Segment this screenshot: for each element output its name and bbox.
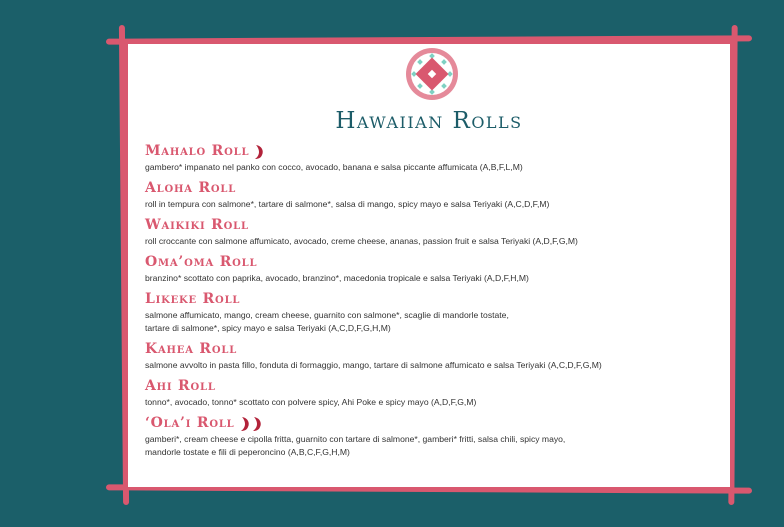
menu-item-name-text: Likeke Roll [145, 291, 241, 307]
menu-item-name [145, 217, 725, 234]
menu-item-description: tonno*, avocado, tonno* scottato con polvere spicy, Ahi Poke e spicy mayo (A,D,F,G,M) [145, 397, 477, 407]
menu-item-description: salmone avvolto in pasta fillo, fonduta di formaggio, mango, tartare di salmone affumicato e salsa Teriyaki (A,C,D,F,G,M) [145, 360, 602, 370]
menu-item [145, 143, 725, 173]
menu-item-name [145, 180, 725, 197]
menu-item-name [145, 378, 725, 395]
menu-item [145, 180, 725, 210]
menu-item-name-text: Ahi Roll [145, 378, 216, 394]
menu-item [145, 217, 725, 247]
menu-item-description: mandorle tostate e fili di peperoncino (A,B,C,F,G,H,M) [145, 447, 350, 457]
menu-item [145, 415, 725, 458]
spicy-indicator [239, 416, 263, 432]
menu-item-name-text: ‘Ola’i Roll [145, 415, 235, 431]
menu-item-description: gamberi*, cream cheese e cipolla fritta, guarnito con tartare di salmone*, gamberi* fritti, salsa chili, spicy mayo, [145, 434, 566, 444]
hawaiian-quilt-logo-icon [404, 46, 460, 102]
menu-item-description: tartare di salmone*, spicy mayo e salsa Teriyaki (A,C,D,F,G,H,M) [145, 323, 391, 333]
menu-item-name [145, 291, 725, 308]
menu-item-description: roll croccante con salmone affumicato, avocado, creme cheese, ananas, passion fruit e salsa Teriyaki (A,D,F,G,M) [145, 236, 578, 246]
menu-items-list [145, 143, 725, 465]
menu-item-name-text: Kahea Roll [145, 341, 238, 357]
menu-title: Hawaiian Rolls [335, 108, 523, 134]
chili-pepper-icon [251, 416, 263, 432]
chili-pepper-icon [239, 416, 251, 432]
menu-item-name [145, 415, 725, 432]
menu-item-name [145, 254, 725, 271]
menu-item-description: salmone affumicato, mango, cream cheese, guarnito con salmone*, scaglie di mandorle tostate, [145, 310, 509, 320]
menu-item-name [145, 143, 725, 160]
menu-item [145, 291, 725, 334]
menu-item-description: branzino* scottato con paprika, avocado, branzino*, macedonia tropicale e salsa Teriyaki (A,D,F,H,M) [145, 273, 529, 283]
menu-item-name-text: Oma’oma Roll [145, 254, 258, 270]
menu-item [145, 341, 725, 371]
menu-item-name [145, 341, 725, 358]
spicy-indicator [253, 144, 265, 160]
menu-item [145, 378, 725, 408]
chili-pepper-icon [253, 144, 265, 160]
menu-item-name-text: Waikiki Roll [145, 217, 249, 233]
menu-item-description: roll in tempura con salmone*, tartare di salmone*, salsa di mango, spicy mayo e salsa Teriyaki (A,C,D,F,M) [145, 199, 550, 209]
menu-item-description: gambero* impanato nel panko con cocco, avocado, banana e salsa piccante affumicata (A,B,F,L,M) [145, 162, 523, 172]
menu-item-name-text: Aloha Roll [145, 180, 237, 196]
menu-item [145, 254, 725, 284]
menu-item-name-text: Mahalo Roll [145, 143, 250, 159]
